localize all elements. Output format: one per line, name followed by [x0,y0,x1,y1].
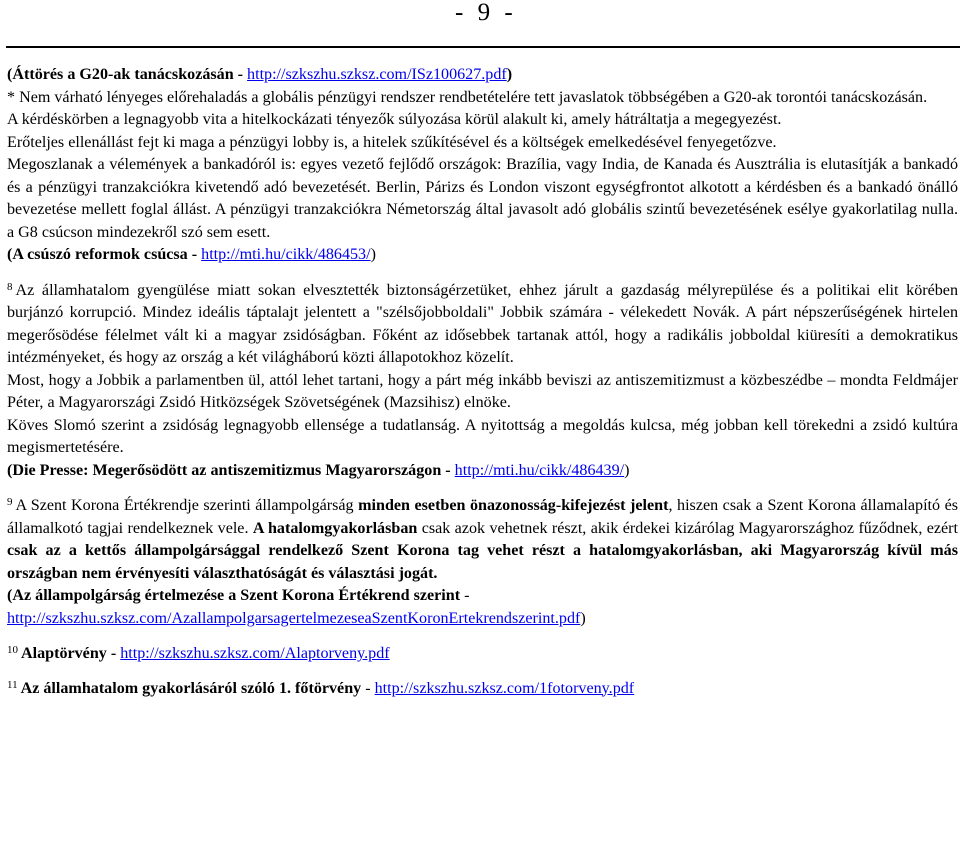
footnote-9-reference-bold: (Az állampolgárság értelmezése a Szent Korona Értékrend szerint [7,587,461,604]
footnote-11-link[interactable]: http://szkszhu.szksz.com/1fotorveny.pdf [374,679,635,697]
footnote-9-reference-link[interactable]: http://szkszhu.szksz.com/AzallampolgarsagertelmezeseaSzentKoronErtekrendszerint.pdf [7,609,581,627]
header-rule [6,46,960,48]
footnote-9-marker: 9 [7,496,13,508]
block1-paragraph-1: * Nem várható lényeges előrehaladás a globális pénzügyi rendszer rendbetételére tett javaslatok többségében a G20-ak torontói tanácskozásán. [7,88,928,106]
footnote-8-paragraph-3: Köves Slomó szerint a zsidóság legnagyobb ellensége a tudatlanság. A nyitottság a megoldás kulcsa, még jobban kell törekedni a zsidó kultúra megismertetésére. [7,416,958,456]
block1-reference-bold: (A csúszó reformok csúcsa - [7,246,202,263]
block1-reference-link[interactable]: http://mti.hu/cikk/486453/ [201,246,371,263]
footnote-9-reference-close: ) [580,609,586,627]
footnote-9-bold-3: csak az a kettős állampolgársággal rendelkező Szent Korona tag vehet részt a hatalomgyakorlásban, aki Magyarország kívül más országban nem érvényesíti választhatóságát és választási jogát. [7,542,958,582]
footnote-8-text-1: Az államhatalom gyengülése miatt sokan elvesztették biztonságérzetüket, ehhez járult a gazdaság mélyrepülése és a politikai elit körében burjánzó korrupció. Mindez ideális táptalajt jelentett a "szélsőjobboldali" Jobbik számára - vélekedett Novák. A párt népszerűségének hirtelen megerősödése félelmet vált ki a magyar zsidóságban. Főként az idősebbek tartanak attól, hogy a radikális jobboldal kiüresíti a demokratikus intézményeket, és hogy az ország a két világháború közti állapotokhoz közelít. [7,281,958,366]
footnote-9-reference [7,585,958,608]
footnote-10-link[interactable]: http://szkszhu.szksz.com/Alaptorveny.pdf [120,645,390,662]
footnote-10-bold: Alaptörvény - [21,645,121,662]
footnote-9-text-3: csak azok vehetnek részt, akik érdekei kizárólag Magyarországhoz fűződnek, ezért [417,519,958,537]
footnote-8-reference-link[interactable]: http://mti.hu/cikk/486439/ [454,461,625,479]
footnote-9-text-1: A Szent Korona Értékrendje szerinti állampolgárság [15,497,359,514]
page-number: - 9 - [455,0,517,26]
block1-title [7,64,958,87]
footnote-9-paragraph [7,495,958,585]
footnote-11-bold: Az államhatalom gyakorlásáról szóló 1. főtörvény [20,679,362,697]
footnote-11 [7,678,958,701]
footnote-9-bold-1: minden esetben önazonosság-kifejezést jelent [358,497,669,514]
block1-paragraph-2: A kérdéskörben a legnagyobb vita a hitelkockázati tényezők súlyozása körül alakult ki, amely hátráltatja a megegyezést. [7,111,782,128]
footnote-8-reference-bold: (Die Presse: Megerősödött az antiszemitizmus Magyarországon - [7,461,455,479]
footnote-9-text-2: , hiszen csak a Szent Korona államalapító és államalkotó tagjai rendelkeznek vele. [7,497,958,537]
footnote-9-reference-link-line [7,608,958,631]
block1-paragraph-3: Erőteljes ellenállást fejt ki maga a pénzügyi lobby is, a hitelek szűkítésével és a költségek emelkedésével fenyegetőzve. [7,133,777,151]
footnote-9-bold-2: A hatalomgyakorlásban [252,519,418,537]
document-body [7,64,958,700]
footnote-8-marker: 8 [7,280,13,293]
footnote-9-reference-dash: - [460,587,470,604]
block1-title-bold: (Áttörés a G20-ak tanácskozásán - [7,66,248,83]
block1-reference [7,244,958,267]
footnote-10-marker: 10 [7,644,18,656]
block1-paragraph-4: Megoszlanak a vélemények a bankadóról is: egyes vezető fejlődő országok: Brazília, vagy India, de Kanada és Ausztrália is elutasítják a bankadó és a pénzügyi tranzakciókra kivetendő adó bevezetését. Berlin, Párizs és London viszont egységfrontot alkotott a kérdésben és a bankadó önálló bevezetése mellett foglal állást. A pénzügyi tranzakciókra Németország által javasolt adó globális szintű bevezetésének esélye gyakorlatilag nulla. a G8 csúcson mindezekről szó sem esett. [7,156,958,241]
block1-source-link[interactable]: http://szkszhu.szksz.com/ISz100627.pdf [247,66,507,83]
footnote-8-paragraph-2: Most, hogy a Jobbik a parlamentben ül, attól lehet tartani, hogy a párt még inkább beviszi az antiszemitizmust a közbeszédbe – mondta Feldmájer Péter, a Magyarországi Zsidó Hitközségek Szövetségének (Mazsihisz) elnöke. [7,371,958,411]
footnote-10 [7,643,958,666]
footnote-11-dash: - [361,679,375,697]
block1-reference-close: ) [370,246,376,263]
block1-title-close: ) [506,66,513,83]
footnote-8-reference [7,460,958,483]
footnote-11-marker: 11 [7,678,18,691]
footnote-8-reference-close: ) [624,461,630,479]
footnote-8-paragraph-1 [7,280,958,370]
